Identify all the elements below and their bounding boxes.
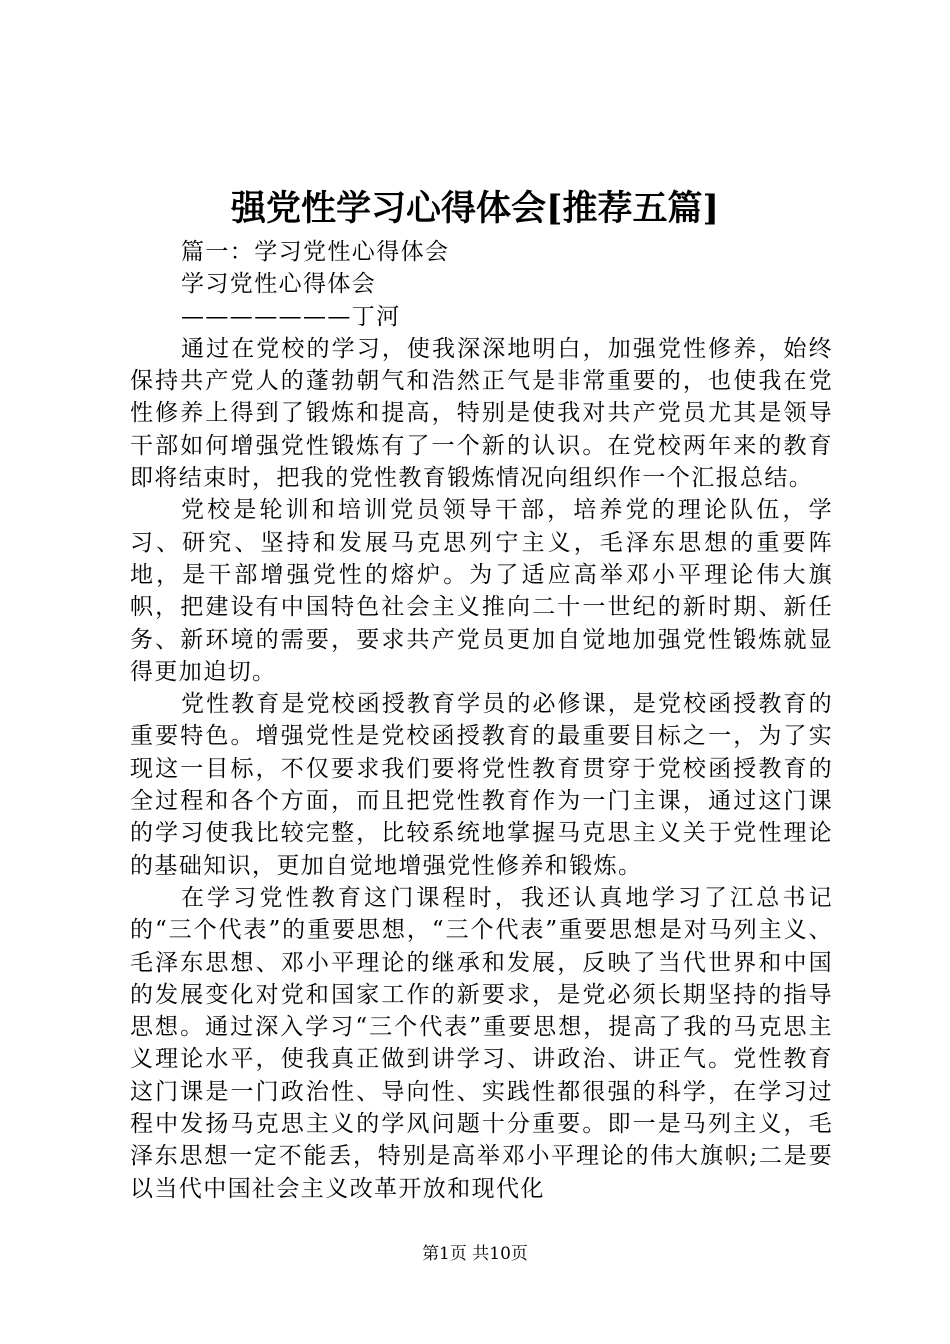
document-title: 强党性学习心得体会[推荐五篇] bbox=[230, 188, 720, 229]
paragraph-3: 党性教育是党校函授教育学员的必修课，是党校函授教育的重要特色。增强党性是党校函授教育的最重要目标之一，为了实现这一目标，不仅要求我们要将党性教育贯穿于党校函授教育的全过程和各个方面，而且把党性教育作为一门主课，通过这门课的学习使我比较完整，比较系统地掌握马克思主义关于党性理论的基础知识，更加自觉地增强党性修养和锻炼。 bbox=[130, 691, 833, 879]
page-footer: 第1页 共10页 bbox=[422, 1244, 528, 1264]
section-heading: 篇一：学习党性心得体会 bbox=[181, 239, 450, 265]
article-title: 学习党性心得体会 bbox=[181, 271, 377, 298]
paragraph-4: 在学习党性教育这门课程时，我还认真地学习了江总书记的“三个代表”的重要思想，“三个代表”重要思想是对马列主义、毛泽东思想、邓小平理论的继承和发展，反映了当代世界和中国的发展变化对党和国家工作的新要求，是党必须长期坚持的指导思想。通过深入学习“三个代表”重要思想，提高了我的马克思主义理论水平，使我真正做到讲学习、讲政治、讲正气。党性教育这门课是一门政治性、导向性、实践性都很强的科学，在学习过程中发扬马克思主义的学风问题十分重要。即一是马列主义，毛泽东思想一定不能丢，特别是高举邓小平理论的伟大旗帜;二是要以当代中国社会主义改革开放和现代化 bbox=[130, 884, 833, 1202]
paragraph-1: 通过在党校的学习，使我深深地明白，加强党性修养，始终保持共产党人的蓬勃朝气和浩然正气是非常重要的，也使我在党性修养上得到了锻炼和提高，特别是使我对共产党员尤其是领导干部如何增强党性锻炼有了一个新的认识。在党校两年来的教育即将结束时，把我的党性教育锻炼情况向组织作一个汇报总结。 bbox=[130, 335, 833, 492]
paragraph-2: 党校是轮训和培训党员领导干部，培养党的理论队伍，学习、研究、坚持和发展马克思列宁主义，毛泽东思想的重要阵地，是干部增强党性的熔炉。为了适应高举邓小平理论伟大旗帜，把建设有中国特色社会主义推向二十一世纪的新时期、新任务、新环境的需要，要求共产党员更加自觉地加强党性锻炼就显得更加迫切。 bbox=[130, 497, 833, 685]
document-body bbox=[130, 236, 833, 1205]
author-line: ———————丁河 bbox=[181, 303, 401, 330]
